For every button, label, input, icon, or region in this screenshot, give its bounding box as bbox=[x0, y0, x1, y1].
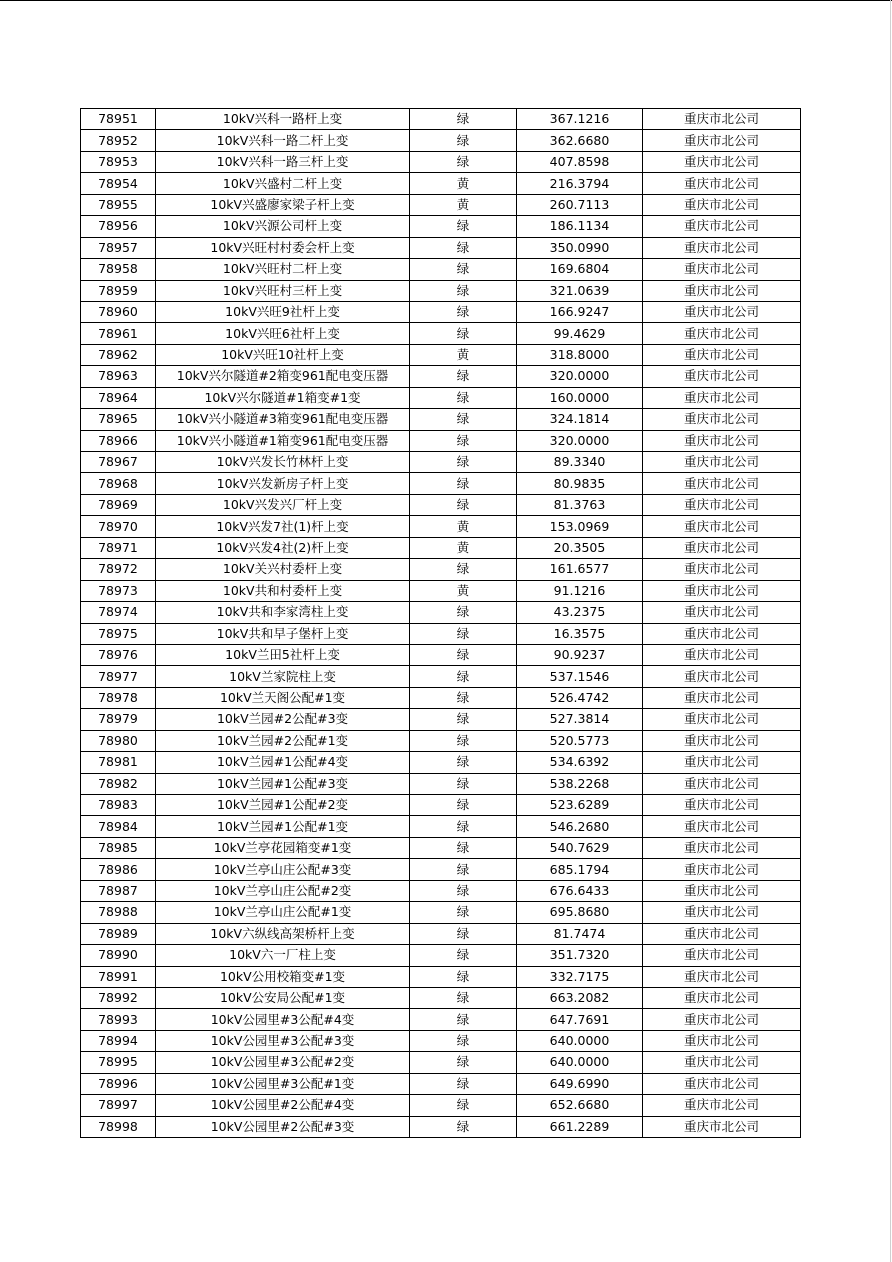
table-row bbox=[81, 280, 801, 301]
value-cell: 695.8680 bbox=[517, 902, 643, 923]
value-cell: 540.7629 bbox=[517, 837, 643, 858]
row-id-cell: 78976 bbox=[81, 644, 156, 665]
value-cell: 160.0000 bbox=[517, 387, 643, 408]
transformer-name-cell: 10kV兴旺9社杆上变 bbox=[156, 301, 410, 322]
value-cell: 351.7320 bbox=[517, 945, 643, 966]
company-cell: 重庆市北公司 bbox=[643, 237, 801, 258]
company-cell: 重庆市北公司 bbox=[643, 945, 801, 966]
table-row bbox=[81, 366, 801, 387]
table-row bbox=[81, 987, 801, 1008]
value-cell: 676.6433 bbox=[517, 880, 643, 901]
table-row bbox=[81, 516, 801, 537]
row-id-cell: 78985 bbox=[81, 837, 156, 858]
value-cell: 260.7113 bbox=[517, 194, 643, 215]
value-cell: 350.0990 bbox=[517, 237, 643, 258]
row-id-cell: 78961 bbox=[81, 323, 156, 344]
value-cell: 332.7175 bbox=[517, 966, 643, 987]
company-cell: 重庆市北公司 bbox=[643, 537, 801, 558]
value-cell: 321.0639 bbox=[517, 280, 643, 301]
transformer-name-cell: 10kV兰园#1公配#1变 bbox=[156, 816, 410, 837]
table-row bbox=[81, 387, 801, 408]
company-cell: 重庆市北公司 bbox=[643, 323, 801, 344]
company-cell: 重庆市北公司 bbox=[643, 494, 801, 515]
transformer-name-cell: 10kV兴发4社(2)杆上变 bbox=[156, 537, 410, 558]
value-cell: 99.4629 bbox=[517, 323, 643, 344]
company-cell: 重庆市北公司 bbox=[643, 1095, 801, 1116]
value-cell: 169.6804 bbox=[517, 259, 643, 280]
row-id-cell: 78972 bbox=[81, 559, 156, 580]
row-id-cell: 78967 bbox=[81, 452, 156, 473]
row-id-cell: 78959 bbox=[81, 280, 156, 301]
transformer-name-cell: 10kV公安局公配#1变 bbox=[156, 987, 410, 1008]
company-cell: 重庆市北公司 bbox=[643, 387, 801, 408]
table-row bbox=[81, 687, 801, 708]
table-row bbox=[81, 773, 801, 794]
transformer-name-cell: 10kV六一厂柱上变 bbox=[156, 945, 410, 966]
table-row bbox=[81, 473, 801, 494]
row-id-cell: 78952 bbox=[81, 130, 156, 151]
value-cell: 663.2082 bbox=[517, 987, 643, 1008]
table-row bbox=[81, 859, 801, 880]
transformer-name-cell: 10kV兴发7社(1)杆上变 bbox=[156, 516, 410, 537]
table-row bbox=[81, 1095, 801, 1116]
status-color-cell: 绿 bbox=[410, 687, 517, 708]
transformer-name-cell: 10kV兴发兴厂杆上变 bbox=[156, 494, 410, 515]
value-cell: 324.1814 bbox=[517, 409, 643, 430]
status-color-cell: 绿 bbox=[410, 301, 517, 322]
transformer-name-cell: 10kV兴小隧道#1箱变961配电变压器 bbox=[156, 430, 410, 451]
status-color-cell: 绿 bbox=[410, 1009, 517, 1030]
company-cell: 重庆市北公司 bbox=[643, 1009, 801, 1030]
status-color-cell: 绿 bbox=[410, 280, 517, 301]
table-row bbox=[81, 1073, 801, 1094]
table-row bbox=[81, 237, 801, 258]
status-color-cell: 绿 bbox=[410, 1052, 517, 1073]
table-row bbox=[81, 216, 801, 237]
table-row bbox=[81, 1009, 801, 1030]
row-id-cell: 78971 bbox=[81, 537, 156, 558]
status-color-cell: 绿 bbox=[410, 559, 517, 580]
table-body bbox=[81, 109, 801, 1138]
value-cell: 649.6990 bbox=[517, 1073, 643, 1094]
table-row bbox=[81, 537, 801, 558]
status-color-cell: 绿 bbox=[410, 816, 517, 837]
table-row bbox=[81, 130, 801, 151]
status-color-cell: 绿 bbox=[410, 409, 517, 430]
table-row bbox=[81, 752, 801, 773]
company-cell: 重庆市北公司 bbox=[643, 709, 801, 730]
company-cell: 重庆市北公司 bbox=[643, 752, 801, 773]
value-cell: 216.3794 bbox=[517, 173, 643, 194]
status-color-cell: 绿 bbox=[410, 730, 517, 751]
row-id-cell: 78998 bbox=[81, 1116, 156, 1137]
company-cell: 重庆市北公司 bbox=[643, 301, 801, 322]
company-cell: 重庆市北公司 bbox=[643, 409, 801, 430]
company-cell: 重庆市北公司 bbox=[643, 259, 801, 280]
value-cell: 320.0000 bbox=[517, 366, 643, 387]
company-cell: 重庆市北公司 bbox=[643, 430, 801, 451]
status-color-cell: 绿 bbox=[410, 387, 517, 408]
company-cell: 重庆市北公司 bbox=[643, 366, 801, 387]
status-color-cell: 绿 bbox=[410, 795, 517, 816]
status-color-cell: 绿 bbox=[410, 773, 517, 794]
row-id-cell: 78982 bbox=[81, 773, 156, 794]
row-id-cell: 78984 bbox=[81, 816, 156, 837]
row-id-cell: 78960 bbox=[81, 301, 156, 322]
transformer-name-cell: 10kV公园里#3公配#2变 bbox=[156, 1052, 410, 1073]
value-cell: 318.8000 bbox=[517, 344, 643, 365]
row-id-cell: 78988 bbox=[81, 902, 156, 923]
transformer-name-cell: 10kV兴科一路杆上变 bbox=[156, 109, 410, 130]
status-color-cell: 黄 bbox=[410, 173, 517, 194]
table-row bbox=[81, 580, 801, 601]
transformer-name-cell: 10kV公园里#3公配#3变 bbox=[156, 1030, 410, 1051]
transformer-name-cell: 10kV兰亭山庄公配#1变 bbox=[156, 902, 410, 923]
row-id-cell: 78951 bbox=[81, 109, 156, 130]
row-id-cell: 78973 bbox=[81, 580, 156, 601]
table-row bbox=[81, 880, 801, 901]
value-cell: 527.3814 bbox=[517, 709, 643, 730]
row-id-cell: 78987 bbox=[81, 880, 156, 901]
value-cell: 43.2375 bbox=[517, 602, 643, 623]
transformer-name-cell: 10kV共和村委杆上变 bbox=[156, 580, 410, 601]
status-color-cell: 绿 bbox=[410, 966, 517, 987]
transformer-name-cell: 10kV兴小隧道#3箱变961配电变压器 bbox=[156, 409, 410, 430]
company-cell: 重庆市北公司 bbox=[643, 109, 801, 130]
transformer-name-cell: 10kV兰园#1公配#2变 bbox=[156, 795, 410, 816]
value-cell: 523.6289 bbox=[517, 795, 643, 816]
row-id-cell: 78953 bbox=[81, 151, 156, 172]
transformer-name-cell: 10kV兴旺10社杆上变 bbox=[156, 344, 410, 365]
company-cell: 重庆市北公司 bbox=[643, 344, 801, 365]
status-color-cell: 绿 bbox=[410, 709, 517, 730]
row-id-cell: 78983 bbox=[81, 795, 156, 816]
status-color-cell: 黄 bbox=[410, 194, 517, 215]
table-row bbox=[81, 644, 801, 665]
table-row bbox=[81, 1052, 801, 1073]
transformer-name-cell: 10kV兰园#2公配#3变 bbox=[156, 709, 410, 730]
company-cell: 重庆市北公司 bbox=[643, 1116, 801, 1137]
company-cell: 重庆市北公司 bbox=[643, 452, 801, 473]
status-color-cell: 黄 bbox=[410, 516, 517, 537]
transformer-name-cell: 10kV公园里#3公配#1变 bbox=[156, 1073, 410, 1094]
value-cell: 526.4742 bbox=[517, 687, 643, 708]
table-row bbox=[81, 259, 801, 280]
row-id-cell: 78955 bbox=[81, 194, 156, 215]
value-cell: 661.2289 bbox=[517, 1116, 643, 1137]
company-cell: 重庆市北公司 bbox=[643, 580, 801, 601]
row-id-cell: 78977 bbox=[81, 666, 156, 687]
transformer-name-cell: 10kV公园里#2公配#3变 bbox=[156, 1116, 410, 1137]
company-cell: 重庆市北公司 bbox=[643, 923, 801, 944]
company-cell: 重庆市北公司 bbox=[643, 623, 801, 644]
status-color-cell: 绿 bbox=[410, 130, 517, 151]
status-color-cell: 绿 bbox=[410, 151, 517, 172]
value-cell: 546.2680 bbox=[517, 816, 643, 837]
transformer-name-cell: 10kV兰亭山庄公配#2变 bbox=[156, 880, 410, 901]
table-row bbox=[81, 709, 801, 730]
transformer-name-cell: 10kV兴尔隧道#1箱变#1变 bbox=[156, 387, 410, 408]
table-row bbox=[81, 301, 801, 322]
transformer-name-cell: 10kV六纵线高架桥杆上变 bbox=[156, 923, 410, 944]
company-cell: 重庆市北公司 bbox=[643, 559, 801, 580]
table-row bbox=[81, 623, 801, 644]
page-top-border bbox=[0, 0, 892, 1]
table-row bbox=[81, 430, 801, 451]
table-row bbox=[81, 945, 801, 966]
status-color-cell: 绿 bbox=[410, 1116, 517, 1137]
transformer-name-cell: 10kV兴科一路三杆上变 bbox=[156, 151, 410, 172]
status-color-cell: 绿 bbox=[410, 752, 517, 773]
status-color-cell: 绿 bbox=[410, 859, 517, 880]
status-color-cell: 绿 bbox=[410, 902, 517, 923]
transformer-name-cell: 10kV兴源公司杆上变 bbox=[156, 216, 410, 237]
transformer-name-cell: 10kV公用校箱变#1变 bbox=[156, 966, 410, 987]
status-color-cell: 绿 bbox=[410, 1095, 517, 1116]
transformer-name-cell: 10kV兰园#1公配#3变 bbox=[156, 773, 410, 794]
value-cell: 80.9835 bbox=[517, 473, 643, 494]
status-color-cell: 绿 bbox=[410, 430, 517, 451]
company-cell: 重庆市北公司 bbox=[643, 644, 801, 665]
transformer-name-cell: 10kV兰园#2公配#1变 bbox=[156, 730, 410, 751]
company-cell: 重庆市北公司 bbox=[643, 795, 801, 816]
row-id-cell: 78975 bbox=[81, 623, 156, 644]
status-color-cell: 黄 bbox=[410, 537, 517, 558]
status-color-cell: 绿 bbox=[410, 494, 517, 515]
company-cell: 重庆市北公司 bbox=[643, 280, 801, 301]
table-row bbox=[81, 323, 801, 344]
status-color-cell: 绿 bbox=[410, 1030, 517, 1051]
row-id-cell: 78997 bbox=[81, 1095, 156, 1116]
table-row bbox=[81, 923, 801, 944]
row-id-cell: 78989 bbox=[81, 923, 156, 944]
row-id-cell: 78954 bbox=[81, 173, 156, 194]
row-id-cell: 78979 bbox=[81, 709, 156, 730]
table-row bbox=[81, 730, 801, 751]
transformer-name-cell: 10kV兴科一路二杆上变 bbox=[156, 130, 410, 151]
value-cell: 166.9247 bbox=[517, 301, 643, 322]
table-row bbox=[81, 173, 801, 194]
transformer-name-cell: 10kV兰园#1公配#4变 bbox=[156, 752, 410, 773]
value-cell: 640.0000 bbox=[517, 1052, 643, 1073]
row-id-cell: 78957 bbox=[81, 237, 156, 258]
table-row bbox=[81, 109, 801, 130]
status-color-cell: 绿 bbox=[410, 945, 517, 966]
company-cell: 重庆市北公司 bbox=[643, 902, 801, 923]
table-row bbox=[81, 816, 801, 837]
company-cell: 重庆市北公司 bbox=[643, 816, 801, 837]
table-row bbox=[81, 1030, 801, 1051]
status-color-cell: 绿 bbox=[410, 837, 517, 858]
company-cell: 重庆市北公司 bbox=[643, 987, 801, 1008]
status-color-cell: 绿 bbox=[410, 323, 517, 344]
transformer-name-cell: 10kV公园里#3公配#4变 bbox=[156, 1009, 410, 1030]
row-id-cell: 78964 bbox=[81, 387, 156, 408]
row-id-cell: 78995 bbox=[81, 1052, 156, 1073]
table-row bbox=[81, 666, 801, 687]
transformer-name-cell: 10kV关兴村委杆上变 bbox=[156, 559, 410, 580]
status-color-cell: 绿 bbox=[410, 452, 517, 473]
status-color-cell: 绿 bbox=[410, 880, 517, 901]
transformer-name-cell: 10kV兰亭花园箱变#1变 bbox=[156, 837, 410, 858]
row-id-cell: 78981 bbox=[81, 752, 156, 773]
page-right-border bbox=[890, 0, 891, 1262]
transformer-name-cell: 10kV公园里#2公配#4变 bbox=[156, 1095, 410, 1116]
row-id-cell: 78969 bbox=[81, 494, 156, 515]
value-cell: 647.7691 bbox=[517, 1009, 643, 1030]
value-cell: 186.1134 bbox=[517, 216, 643, 237]
value-cell: 20.3505 bbox=[517, 537, 643, 558]
company-cell: 重庆市北公司 bbox=[643, 687, 801, 708]
status-color-cell: 绿 bbox=[410, 666, 517, 687]
company-cell: 重庆市北公司 bbox=[643, 730, 801, 751]
table-row bbox=[81, 194, 801, 215]
transformer-table bbox=[80, 108, 801, 1138]
transformer-name-cell: 10kV兴旺6社杆上变 bbox=[156, 323, 410, 344]
transformer-name-cell: 10kV兴旺村村委会杆上变 bbox=[156, 237, 410, 258]
row-id-cell: 78963 bbox=[81, 366, 156, 387]
status-color-cell: 绿 bbox=[410, 623, 517, 644]
row-id-cell: 78974 bbox=[81, 602, 156, 623]
transformer-name-cell: 10kV兰亭山庄公配#3变 bbox=[156, 859, 410, 880]
company-cell: 重庆市北公司 bbox=[643, 130, 801, 151]
value-cell: 81.3763 bbox=[517, 494, 643, 515]
row-id-cell: 78958 bbox=[81, 259, 156, 280]
company-cell: 重庆市北公司 bbox=[643, 837, 801, 858]
status-color-cell: 绿 bbox=[410, 216, 517, 237]
row-id-cell: 78996 bbox=[81, 1073, 156, 1094]
row-id-cell: 78978 bbox=[81, 687, 156, 708]
company-cell: 重庆市北公司 bbox=[643, 1030, 801, 1051]
status-color-cell: 绿 bbox=[410, 237, 517, 258]
row-id-cell: 78990 bbox=[81, 945, 156, 966]
status-color-cell: 绿 bbox=[410, 109, 517, 130]
transformer-name-cell: 10kV兴盛廖家梁子杆上变 bbox=[156, 194, 410, 215]
status-color-cell: 绿 bbox=[410, 259, 517, 280]
table-row bbox=[81, 494, 801, 515]
table-row bbox=[81, 902, 801, 923]
row-id-cell: 78966 bbox=[81, 430, 156, 451]
transformer-name-cell: 10kV共和早子堡杆上变 bbox=[156, 623, 410, 644]
company-cell: 重庆市北公司 bbox=[643, 516, 801, 537]
table-row bbox=[81, 966, 801, 987]
status-color-cell: 黄 bbox=[410, 344, 517, 365]
company-cell: 重庆市北公司 bbox=[643, 773, 801, 794]
value-cell: 538.2268 bbox=[517, 773, 643, 794]
value-cell: 81.7474 bbox=[517, 923, 643, 944]
company-cell: 重庆市北公司 bbox=[643, 151, 801, 172]
company-cell: 重庆市北公司 bbox=[643, 880, 801, 901]
value-cell: 640.0000 bbox=[517, 1030, 643, 1051]
status-color-cell: 绿 bbox=[410, 1073, 517, 1094]
value-cell: 407.8598 bbox=[517, 151, 643, 172]
transformer-name-cell: 10kV兴发长竹林杆上变 bbox=[156, 452, 410, 473]
value-cell: 320.0000 bbox=[517, 430, 643, 451]
company-cell: 重庆市北公司 bbox=[643, 666, 801, 687]
table-row bbox=[81, 452, 801, 473]
status-color-cell: 绿 bbox=[410, 923, 517, 944]
transformer-name-cell: 10kV兴旺村二杆上变 bbox=[156, 259, 410, 280]
status-color-cell: 绿 bbox=[410, 644, 517, 665]
row-id-cell: 78970 bbox=[81, 516, 156, 537]
row-id-cell: 78968 bbox=[81, 473, 156, 494]
status-color-cell: 绿 bbox=[410, 366, 517, 387]
transformer-name-cell: 10kV兰天阁公配#1变 bbox=[156, 687, 410, 708]
transformer-name-cell: 10kV兴尔隧道#2箱变961配电变压器 bbox=[156, 366, 410, 387]
company-cell: 重庆市北公司 bbox=[643, 1052, 801, 1073]
value-cell: 91.1216 bbox=[517, 580, 643, 601]
value-cell: 16.3575 bbox=[517, 623, 643, 644]
value-cell: 161.6577 bbox=[517, 559, 643, 580]
value-cell: 90.9237 bbox=[517, 644, 643, 665]
row-id-cell: 78993 bbox=[81, 1009, 156, 1030]
value-cell: 652.6680 bbox=[517, 1095, 643, 1116]
status-color-cell: 绿 bbox=[410, 473, 517, 494]
table-row bbox=[81, 151, 801, 172]
table-row bbox=[81, 559, 801, 580]
table-row bbox=[81, 602, 801, 623]
value-cell: 362.6680 bbox=[517, 130, 643, 151]
transformer-name-cell: 10kV共和李家湾柱上变 bbox=[156, 602, 410, 623]
company-cell: 重庆市北公司 bbox=[643, 602, 801, 623]
value-cell: 520.5773 bbox=[517, 730, 643, 751]
status-color-cell: 绿 bbox=[410, 602, 517, 623]
value-cell: 153.0969 bbox=[517, 516, 643, 537]
company-cell: 重庆市北公司 bbox=[643, 966, 801, 987]
transformer-name-cell: 10kV兰田5社杆上变 bbox=[156, 644, 410, 665]
value-cell: 89.3340 bbox=[517, 452, 643, 473]
row-id-cell: 78980 bbox=[81, 730, 156, 751]
company-cell: 重庆市北公司 bbox=[643, 1073, 801, 1094]
transformer-name-cell: 10kV兴发新房子杆上变 bbox=[156, 473, 410, 494]
table-row bbox=[81, 1116, 801, 1137]
row-id-cell: 78956 bbox=[81, 216, 156, 237]
value-cell: 534.6392 bbox=[517, 752, 643, 773]
company-cell: 重庆市北公司 bbox=[643, 216, 801, 237]
row-id-cell: 78965 bbox=[81, 409, 156, 430]
status-color-cell: 黄 bbox=[410, 580, 517, 601]
status-color-cell: 绿 bbox=[410, 987, 517, 1008]
row-id-cell: 78991 bbox=[81, 966, 156, 987]
transformer-name-cell: 10kV兴旺村三杆上变 bbox=[156, 280, 410, 301]
table-row bbox=[81, 409, 801, 430]
row-id-cell: 78962 bbox=[81, 344, 156, 365]
value-cell: 537.1546 bbox=[517, 666, 643, 687]
row-id-cell: 78986 bbox=[81, 859, 156, 880]
table-row bbox=[81, 795, 801, 816]
value-cell: 367.1216 bbox=[517, 109, 643, 130]
company-cell: 重庆市北公司 bbox=[643, 173, 801, 194]
company-cell: 重庆市北公司 bbox=[643, 859, 801, 880]
company-cell: 重庆市北公司 bbox=[643, 473, 801, 494]
value-cell: 685.1794 bbox=[517, 859, 643, 880]
transformer-name-cell: 10kV兰家院柱上变 bbox=[156, 666, 410, 687]
table-row bbox=[81, 837, 801, 858]
transformer-name-cell: 10kV兴盛村二杆上变 bbox=[156, 173, 410, 194]
company-cell: 重庆市北公司 bbox=[643, 194, 801, 215]
row-id-cell: 78992 bbox=[81, 987, 156, 1008]
table-row bbox=[81, 344, 801, 365]
row-id-cell: 78994 bbox=[81, 1030, 156, 1051]
